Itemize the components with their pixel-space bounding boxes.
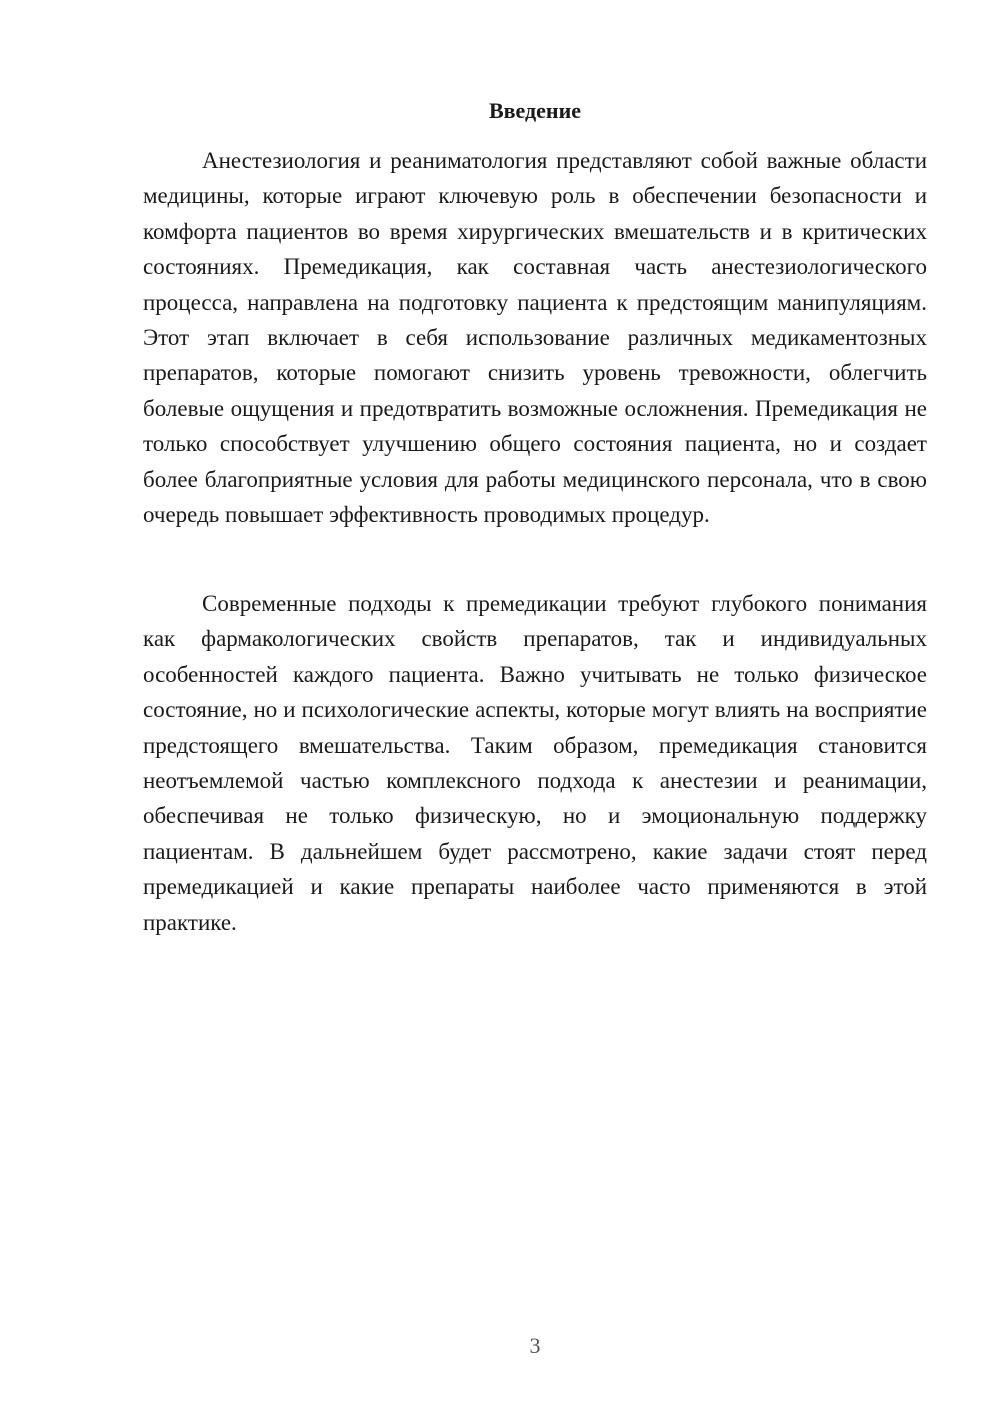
paragraph-2: Современные подходы к премедикации требуют глубокого понимания как фармакологических свойств препаратов, так и индивидуальных особенностей каждого пациента. Важно учитывать не только физическое состояние, но и психологические аспекты, которые могут влиять на восприятие предстоящего вмешательства. Таким образом, премедикация становится неотъемлемой частью комплексного подхода к анестезии и реанимации, обеспечивая не только физическую, но и эмоциональную поддержку пациентам. В дальнейшем будет рассмотрено, какие задачи стоят перед премедикацией и какие препараты наиболее часто применяются в этой практике. — [143, 591, 927, 935]
paragraph-block-1 — [143, 143, 927, 532]
paragraph-block-2 — [143, 586, 927, 940]
paragraph-1: Анестезиология и реаниматология представляют собой важные области медицины, которые играют ключевую роль в обеспечении безопасности и комфорта пациентов во время хирургических вмешательств и в критических состояниях. Премедикация, как составная часть анестезиологического процесса, направлена на подготовку пациента к предстоящим манипуляциям. Этот этап включает в себя использование различных медикаментозных препаратов, которые помогают снизить уровень тревожности, облегчить болевые ощущения и предотвратить возможные осложнения. Премедикация не только способствует улучшению общего состояния пациента, но и создает более благоприятные условия для работы медицинского персонала, что в свою очередь повышает эффективность проводимых процедур. — [143, 148, 927, 528]
section-title: Введение — [488, 98, 582, 123]
page-number: 3 — [529, 1333, 541, 1358]
